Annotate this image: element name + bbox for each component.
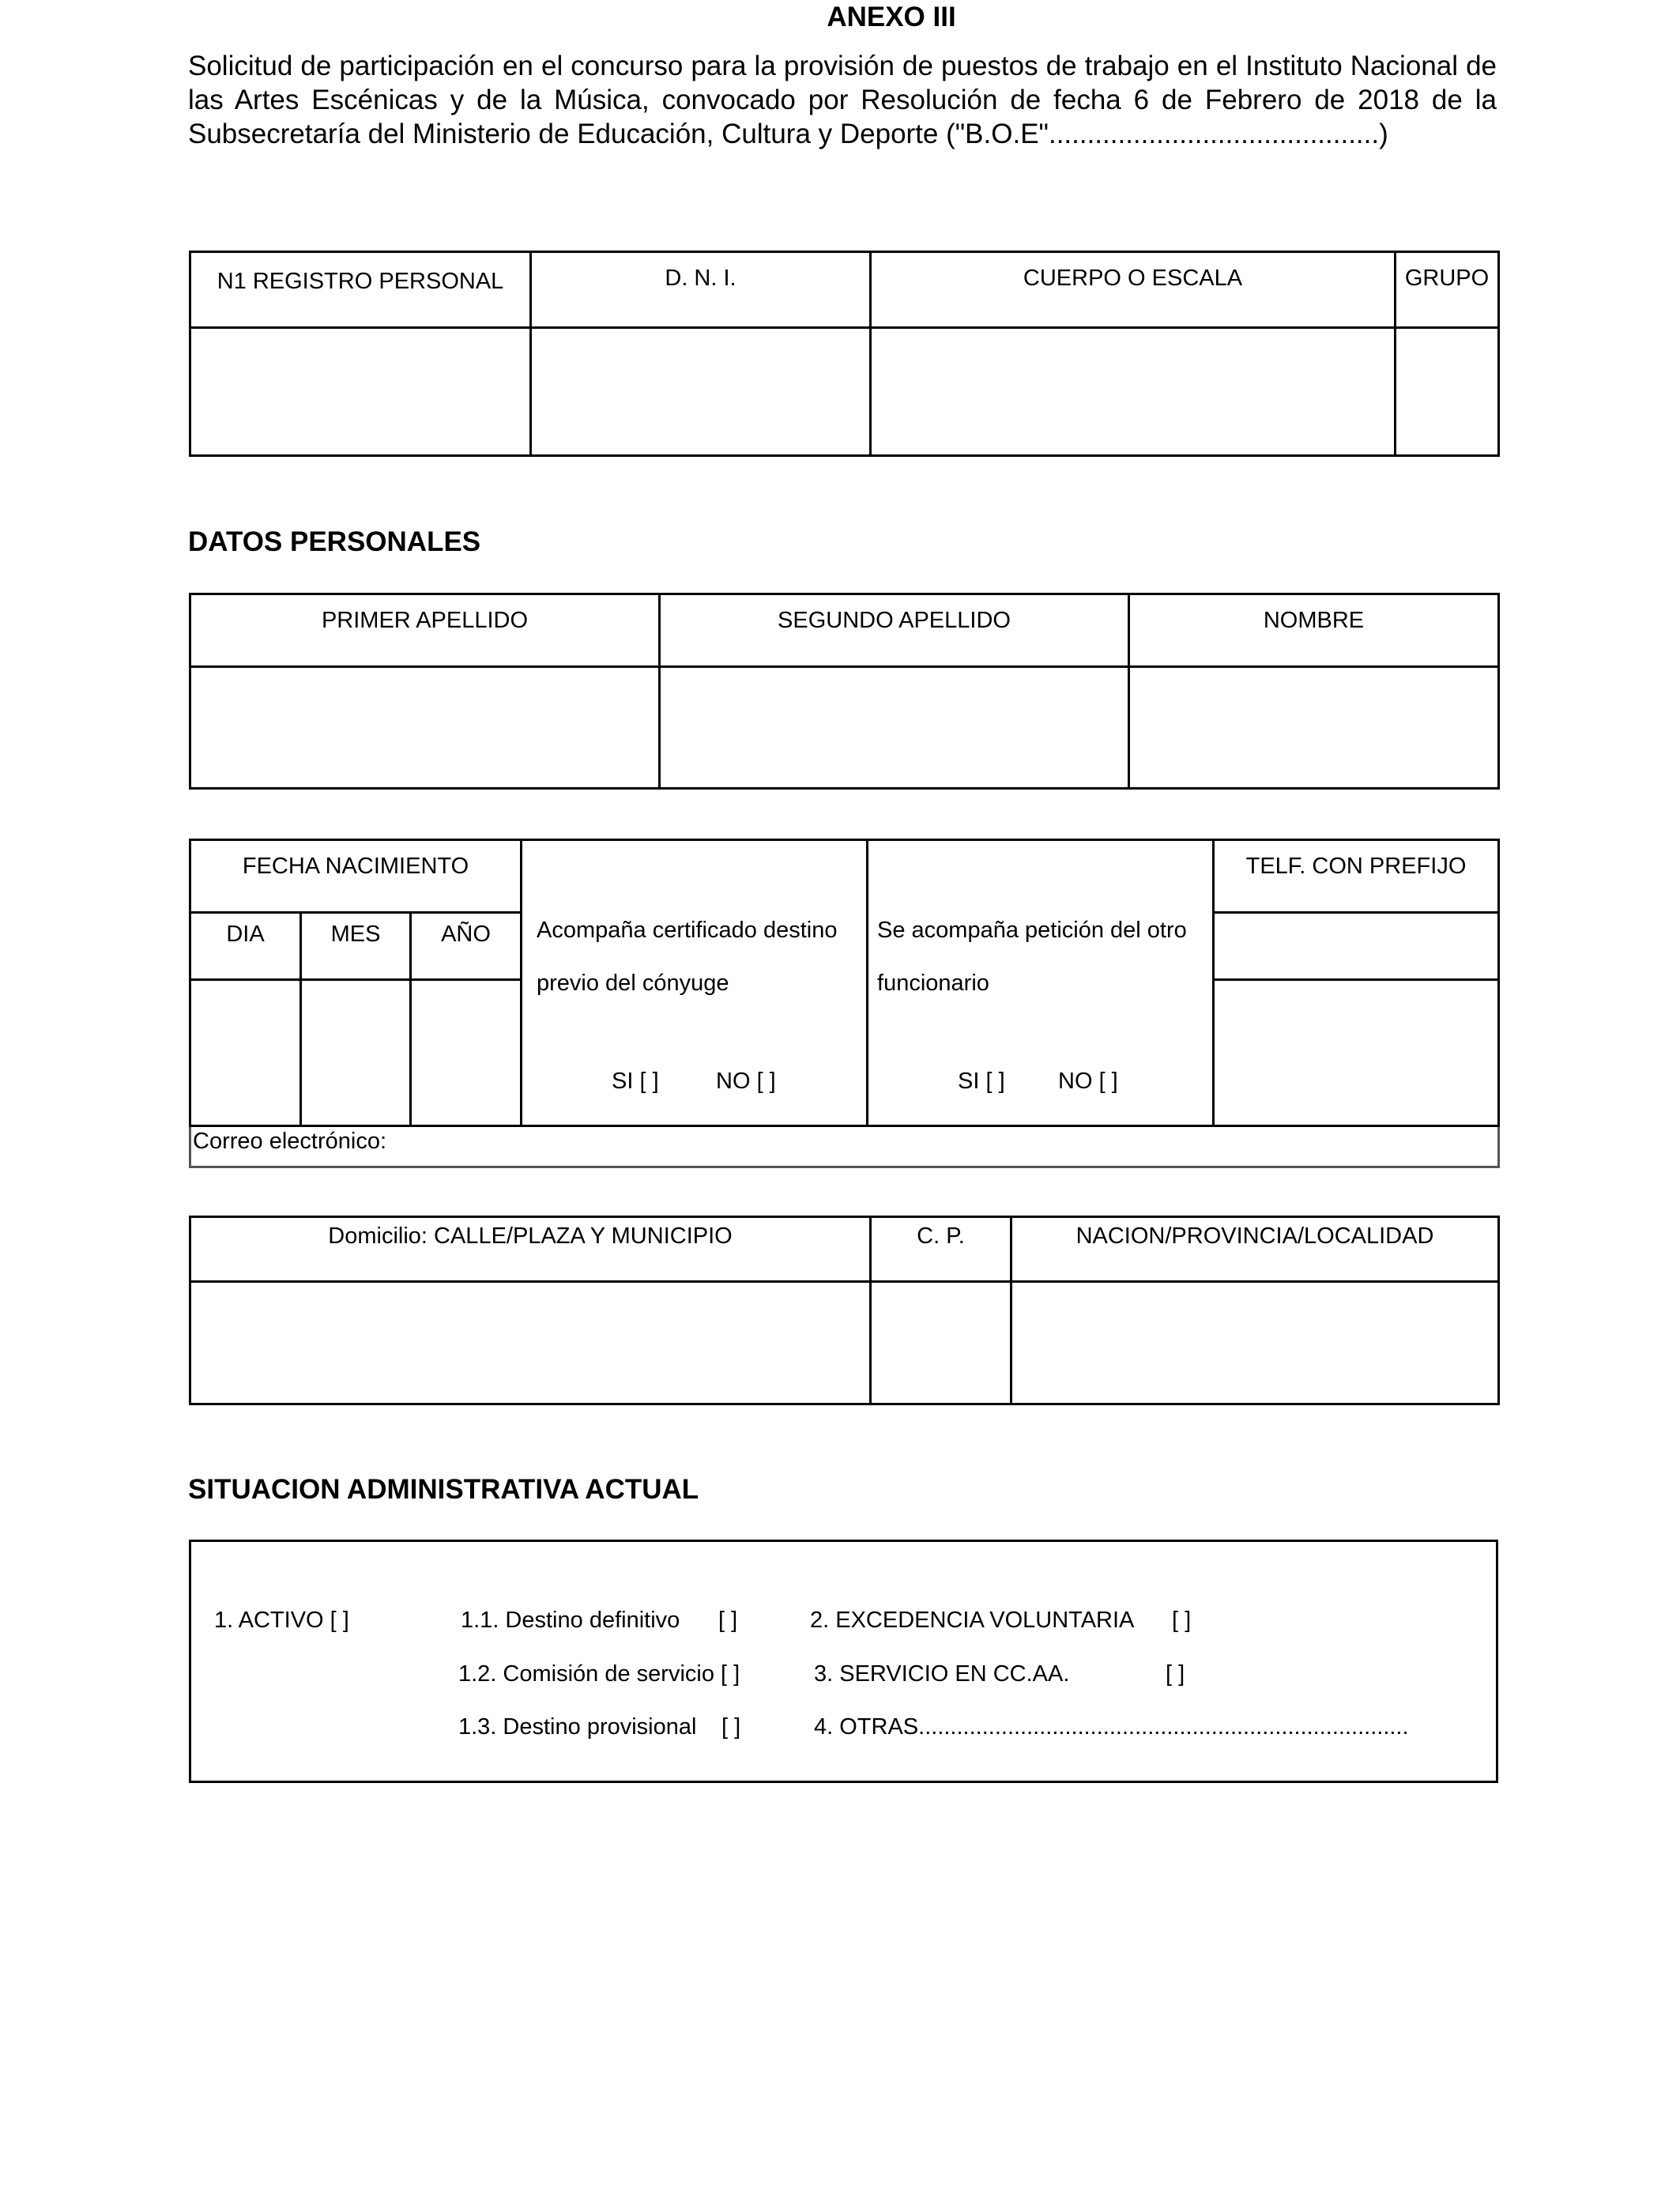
conyuge-no-checkbox[interactable]: NO [ ]	[716, 1069, 776, 1094]
field-primer-apellido[interactable]	[190, 667, 660, 789]
field-grupo[interactable]	[1396, 328, 1499, 456]
field-cp[interactable]	[871, 1282, 1011, 1404]
header-mes: MES	[301, 913, 411, 980]
field-domicilio[interactable]	[190, 1282, 871, 1404]
destino-definitivo-checkbox[interactable]: [ ]	[718, 1608, 738, 1633]
destino-provisional-checkbox[interactable]: [ ]	[721, 1714, 741, 1740]
header-dni: D. N. I.	[531, 252, 871, 328]
field-nacion-provincia[interactable]	[1011, 1282, 1499, 1404]
field-registro-personal[interactable]	[190, 328, 531, 456]
registro-table	[189, 251, 1500, 457]
field-anio[interactable]	[411, 980, 522, 1126]
header-fecha-nacimiento: FECHA NACIMIENTO	[190, 840, 522, 913]
field-mes[interactable]	[301, 980, 411, 1126]
header-domicilio: Domicilio: CALLE/PLAZA Y MUNICIPIO	[190, 1217, 871, 1282]
datos-personales-heading: DATOS PERSONALES	[188, 526, 481, 557]
excedencia-label: 2. EXCEDENCIA VOLUNTARIA	[810, 1608, 1135, 1633]
field-nombre[interactable]	[1129, 667, 1499, 789]
comision-servicio-checkbox[interactable]: 1.2. Comisión de servicio [ ]	[458, 1661, 740, 1687]
field-dni[interactable]	[531, 328, 871, 456]
situacion-heading: SITUACION ADMINISTRATIVA ACTUAL	[188, 1474, 699, 1505]
header-telefono: TELF. CON PREFIJO	[1214, 840, 1499, 913]
field-correo-electronico[interactable]	[190, 1126, 1499, 1167]
field-segundo-apellido[interactable]	[660, 667, 1129, 789]
peticion-si-checkbox[interactable]: SI [ ]	[958, 1069, 1005, 1094]
datos-personales-table	[189, 593, 1500, 790]
header-registro-personal: N1 REGISTRO PERSONAL	[190, 252, 531, 328]
servicio-ccaa-label: 3. SERVICIO EN CC.AA.	[814, 1661, 1070, 1687]
activo-checkbox[interactable]: 1. ACTIVO [ ]	[214, 1608, 349, 1633]
header-anio: AÑO	[411, 913, 522, 980]
field-dia[interactable]	[190, 980, 301, 1126]
field-telefono[interactable]	[1214, 980, 1499, 1126]
domicilio-table	[189, 1216, 1500, 1405]
nacimiento-table	[189, 839, 1500, 1168]
intro-paragraph: Solicitud de participación en el concurso para la provisión de puestos de trabajo en el Instituto Nacional de las Artes Escénicas y de la Música, convocado por Resolución de fecha 6 de Febrero de 2018 de la Subsecretaría del Ministerio de Educación, Cultura y Deporte ("B.O.E"...........................................)	[188, 51, 1497, 149]
header-cuerpo-escala: CUERPO O ESCALA	[871, 252, 1396, 328]
header-cp: C. P.	[871, 1217, 1011, 1282]
header-nacion-provincia: NACION/PROVINCIA/LOCALIDAD	[1011, 1217, 1499, 1282]
header-segundo-apellido: SEGUNDO APELLIDO	[660, 594, 1129, 667]
servicio-ccaa-checkbox[interactable]: [ ]	[1166, 1661, 1185, 1687]
peticion-cell	[868, 840, 1214, 1126]
conyuge-label-line1: Acompaña certificado destino	[537, 918, 838, 943]
otras-field[interactable]: 4. OTRAS.............................................................................	[814, 1714, 1409, 1740]
header-dia: DIA	[190, 913, 301, 980]
header-nombre: NOMBRE	[1129, 594, 1499, 667]
document-title: ANEXO III	[827, 2, 956, 32]
peticion-label-line2: funcionario	[877, 971, 989, 996]
conyuge-cell	[522, 840, 868, 1126]
conyuge-label-line2: previo del cónyuge	[537, 971, 729, 996]
field-cuerpo-escala[interactable]	[871, 328, 1396, 456]
header-grupo: GRUPO	[1396, 252, 1499, 328]
field-telefono-prefijo[interactable]	[1214, 913, 1499, 980]
correo-label: Correo electrónico:	[193, 1129, 386, 1154]
excedencia-checkbox[interactable]: [ ]	[1172, 1608, 1192, 1633]
conyuge-si-checkbox[interactable]: SI [ ]	[612, 1069, 659, 1094]
peticion-label-line1: Se acompaña petición del otro	[877, 918, 1187, 943]
situacion-box	[189, 1540, 1498, 1783]
destino-definitivo-label: 1.1. Destino definitivo	[461, 1608, 680, 1633]
peticion-no-checkbox[interactable]: NO [ ]	[1058, 1069, 1118, 1094]
header-primer-apellido: PRIMER APELLIDO	[190, 594, 660, 667]
destino-provisional-label: 1.3. Destino provisional	[458, 1714, 697, 1740]
